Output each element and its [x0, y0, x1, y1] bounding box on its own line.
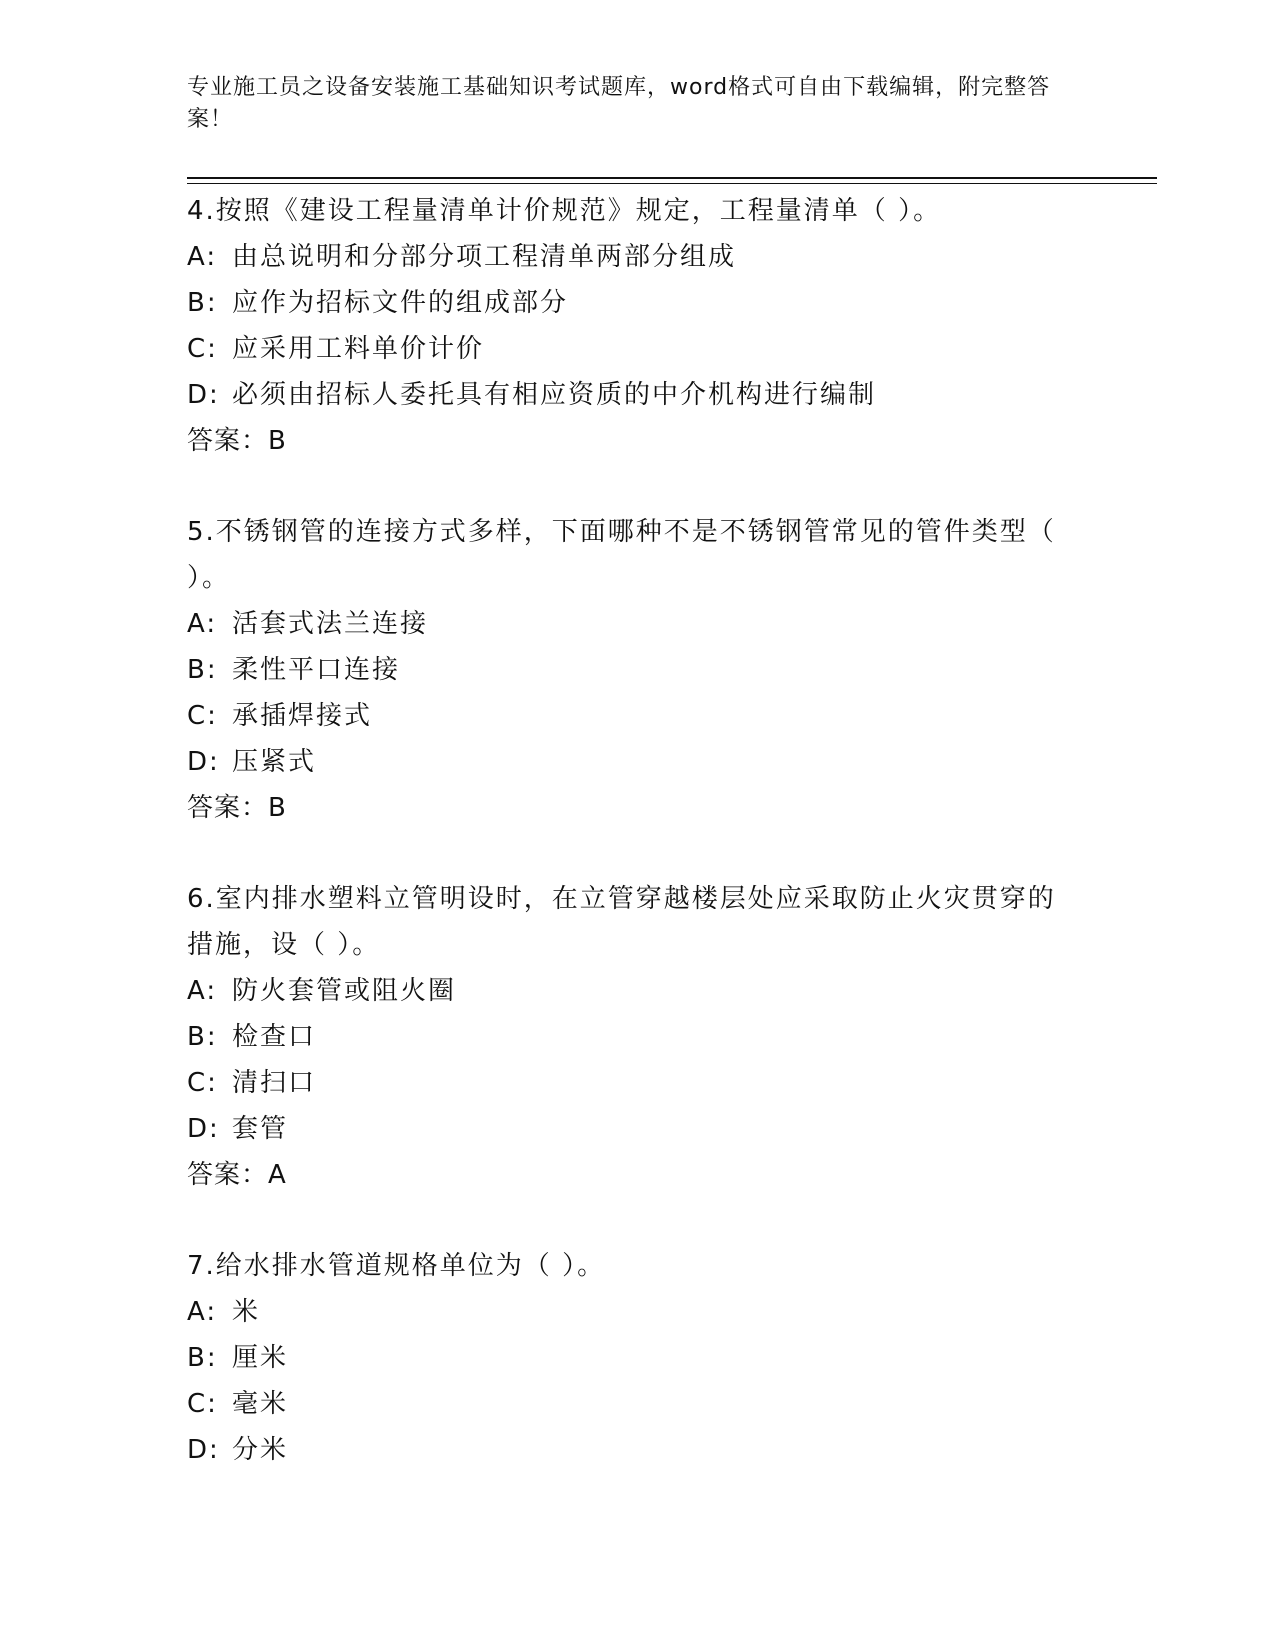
- option-a: [187, 601, 1067, 647]
- option-key: C:: [187, 334, 218, 364]
- answer-line: 答案：B: [187, 793, 287, 823]
- option-a: [187, 968, 1067, 1014]
- option-text: 柔性平口连接: [232, 655, 401, 685]
- option-key: D:: [187, 380, 220, 410]
- option-c: [187, 326, 1067, 372]
- answer-line: 答案：B: [187, 426, 287, 456]
- option-d: [187, 1106, 1067, 1152]
- option-text: 检查口: [232, 1022, 317, 1052]
- option-text: 清扫口: [232, 1068, 317, 1098]
- option-d: [187, 739, 1067, 785]
- question-stem: 6.室内排水塑料立管明设时，在立管穿越楼层处应采取防止火灾贯穿的措施，设（ ）。: [187, 884, 1056, 960]
- option-text: 防火套管或阻火圈: [232, 976, 457, 1006]
- option-b: [187, 280, 1067, 326]
- question-4: [187, 188, 1067, 464]
- question-stem: 7.给水排水管道规格单位为（ ）。: [187, 1251, 606, 1281]
- option-key: C:: [187, 1389, 218, 1419]
- header-divider-thick: [187, 177, 1157, 179]
- option-text: 压紧式: [232, 747, 317, 777]
- option-key: A:: [187, 1297, 218, 1327]
- option-key: A:: [187, 242, 218, 272]
- option-key: C:: [187, 701, 218, 731]
- option-key: B:: [187, 655, 218, 685]
- option-b: [187, 1014, 1067, 1060]
- option-key: B:: [187, 1343, 218, 1373]
- option-key: C:: [187, 1068, 218, 1098]
- option-key: A:: [187, 976, 218, 1006]
- header-divider-thin: [187, 183, 1157, 184]
- option-d: [187, 372, 1067, 418]
- option-text: 厘米: [232, 1343, 289, 1373]
- option-text: 应作为招标文件的组成部分: [232, 288, 569, 318]
- option-a: [187, 1289, 1067, 1335]
- document-intro: 专业施工员之设备安装施工基础知识考试题库，word格式可自由下载编辑，附完整答案！: [187, 75, 1051, 132]
- option-key: D:: [187, 1114, 220, 1144]
- option-b: [187, 1335, 1067, 1381]
- option-d: [187, 1427, 1067, 1473]
- option-text: 由总说明和分部分项工程清单两部分组成: [232, 242, 737, 272]
- option-text: 应采用工料单价计价: [232, 334, 485, 364]
- question-7: [187, 1243, 1067, 1473]
- question-6: [187, 876, 1067, 1198]
- question-stem: 4.按照《建设工程量清单计价规范》规定，工程量清单（ ）。: [187, 196, 942, 226]
- option-c: [187, 1381, 1067, 1427]
- option-text: 毫米: [232, 1389, 289, 1419]
- option-key: B:: [187, 288, 218, 318]
- option-key: D:: [187, 747, 220, 777]
- option-c: [187, 693, 1067, 739]
- option-c: [187, 1060, 1067, 1106]
- question-list: [187, 188, 1067, 1518]
- option-text: 活套式法兰连接: [232, 609, 429, 639]
- option-text: 必须由招标人委托具有相应资质的中介机构进行编制: [232, 380, 877, 410]
- option-text: 套管: [232, 1114, 289, 1144]
- option-a: [187, 234, 1067, 280]
- option-key: A:: [187, 609, 218, 639]
- option-key: D:: [187, 1435, 220, 1465]
- question-stem: 5.不锈钢管的连接方式多样，下面哪种不是不锈钢管常见的管件类型（ ）。: [187, 517, 1056, 593]
- option-text: 分米: [232, 1435, 289, 1465]
- answer-line: 答案：A: [187, 1160, 287, 1190]
- option-b: [187, 647, 1067, 693]
- option-text: 米: [232, 1297, 261, 1327]
- option-text: 承插焊接式: [232, 701, 373, 731]
- question-5: [187, 509, 1067, 831]
- option-key: B:: [187, 1022, 218, 1052]
